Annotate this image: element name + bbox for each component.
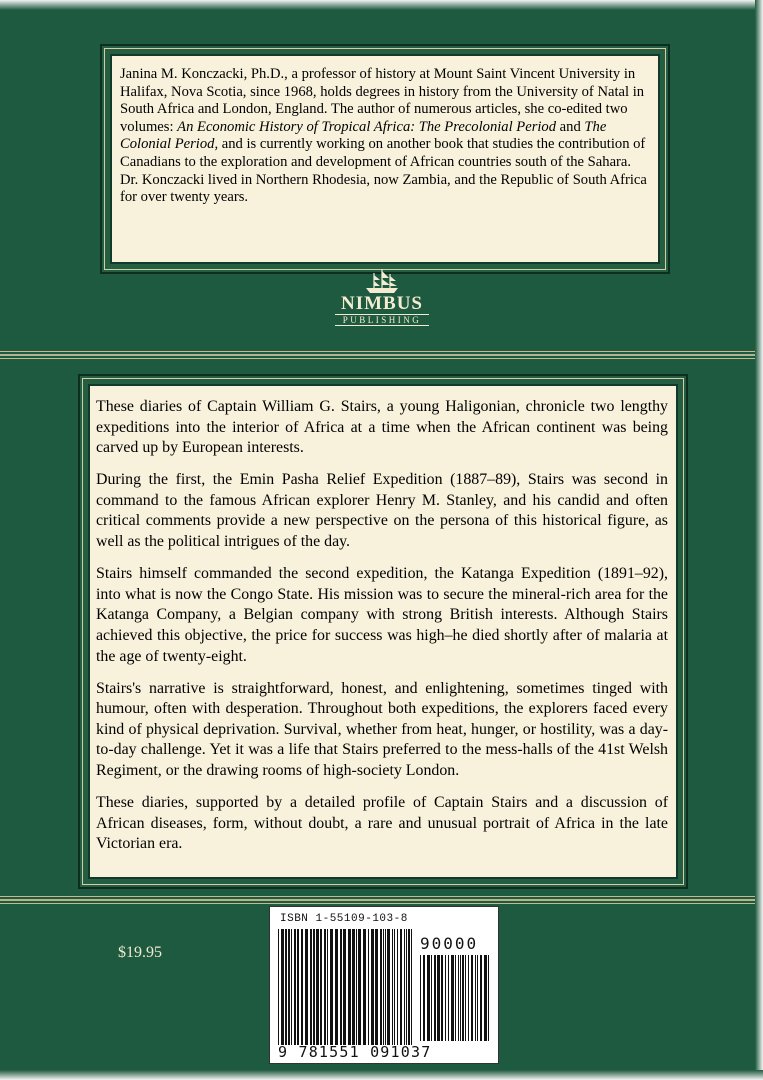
description-paragraph: Stairs himself commanded the second expedition, the Katanga Expedition (1891–92), into what is now the Congo State. His mission was to secure the mineral-rich area for the Katanga Company, a Belgian company with strong British interests. Although Stairs achieved this objective, the price for success was high–he died shortly after of malaria at the age of twenty-eight. (96, 565, 668, 665)
scan-edge-right (755, 0, 763, 1080)
barcode-bar (324, 929, 326, 1045)
barcode-bar (423, 955, 425, 1041)
barcode-bar (343, 929, 346, 1045)
barcode-bar (340, 929, 342, 1045)
barcode-bar (394, 929, 395, 1045)
barcode-bar (356, 929, 357, 1045)
barcode-bar (397, 929, 398, 1045)
ean-digits: 9 781551 091037 (278, 1043, 432, 1061)
price-code: 90000 (420, 934, 479, 953)
barcode-bar (313, 929, 315, 1045)
barcode-bar (458, 955, 459, 1041)
lower-rule-band (0, 896, 763, 904)
barcode-bar (448, 955, 449, 1041)
barcode-bar (437, 955, 440, 1041)
barcode-bar (285, 929, 287, 1045)
barcode-bar (278, 929, 279, 1045)
barcode-bar (411, 929, 412, 1045)
publisher-logo (330, 268, 434, 334)
description-paragraph: These diaries of Captain William G. Stairs, a young Haligonian, chronicle two lengthy expeditions into the interior of Africa at a time when the African continent was being carved up by European interests. (96, 398, 668, 457)
barcode-bar (406, 929, 407, 1045)
barcode-bar (358, 929, 361, 1045)
book-description (96, 397, 668, 866)
barcode-bar (383, 929, 384, 1045)
sailing-ship-icon (362, 268, 402, 294)
book-title-precolonial: An Economic History of Tropical Africa: The Precolonial Period (177, 118, 557, 135)
barcode-bar (335, 929, 338, 1045)
barcode-bar (471, 955, 473, 1041)
barcode-bar (288, 929, 290, 1045)
barcode-bar (316, 929, 319, 1045)
scan-edge-bottom (0, 1070, 763, 1080)
publisher-name: NIMBUS (340, 293, 423, 314)
isbn-barcode (269, 906, 499, 1064)
barcode-bar (392, 929, 393, 1045)
barcode-bar (294, 929, 296, 1045)
description-paragraph: These diaries, supported by a detailed profile of Captain Stairs and a discussion of African diseases, form, without doubt, a rare and unusual portrait of Africa in the late Victorian era. (96, 794, 668, 853)
scan-edge-top (0, 0, 763, 10)
upper-rule-band (0, 351, 763, 359)
barcode-bar (404, 929, 405, 1045)
author-bio-connector: and (556, 118, 585, 135)
barcode-bar (488, 955, 489, 1041)
barcode-bar (320, 929, 322, 1045)
barcode-bar (330, 929, 333, 1045)
barcode-bar (460, 955, 461, 1041)
isbn-label: ISBN 1-55109-103-8 (280, 913, 408, 925)
barcode-bar (462, 955, 464, 1041)
barcode-bar (385, 929, 386, 1045)
barcode-bar (468, 955, 469, 1041)
retail-price: $19.95 (118, 944, 162, 961)
barcode-bar (371, 929, 374, 1045)
barcode-bar (297, 929, 299, 1045)
barcode-bar (363, 929, 366, 1045)
barcode-bar (480, 955, 482, 1041)
barcode-bar (291, 929, 292, 1045)
barcode-bar (484, 955, 487, 1041)
barcode-bar (310, 929, 312, 1045)
barcode-bar (281, 929, 284, 1045)
barcode-bar (305, 929, 308, 1045)
barcode-bar (352, 929, 355, 1045)
barcode-bar (441, 955, 443, 1041)
ean-barcode-bars (278, 929, 416, 1045)
barcode-bar (387, 929, 390, 1045)
barcode-bar (408, 929, 410, 1045)
author-bio-outro: and is currently working on another book that studies the contribution of Canadians to the exploration and development of African countries south of the Sahara. Dr. Konczacki lived in Northern Rhodesia, now Zambia, and the Republic of South Africa for over twenty years. (120, 136, 647, 206)
barcode-bar (327, 929, 328, 1045)
barcode-bar (375, 929, 378, 1045)
barcode-bar (451, 955, 454, 1041)
barcode-bar (348, 929, 351, 1045)
author-bio-intro: Janina M. Konczacki, Ph.D., a professor of history at Mount Saint Vincent University in Halifax, Nova Scotia, since 1968, holds degrees in history from the University of Natal in South Africa and London, England. The author of numerous articles, she co-edited two volumes: (120, 66, 645, 135)
barcode-bar (434, 955, 436, 1041)
barcode-bar (301, 929, 303, 1045)
barcode-bar (420, 955, 421, 1041)
barcode-bar (431, 955, 432, 1041)
description-paragraph: During the first, the Emin Pasha Relief Expedition (1887–89), Stairs was second in command to the famous African explorer Henry M. Stanley, and his candid and often critical comments provide a new perspective on the persona of this historical figure, as well as the political intrigues of the day. (96, 471, 668, 551)
price-addon-bars (420, 955, 492, 1041)
description-paragraph: Stairs's narrative is straightforward, honest, and enlightening, sometimes tinged with humour, often with desperation. Throughout both expeditions, the explorers faced every kind of physical deprivation. Survival, whether from heat, hunger, or hostility, was a day-to-day challenge. Yet it was a life that Stairs preferred to the mess-halls of the 41st Welsh Regiment, or the drawing rooms of high-society London. (96, 679, 668, 779)
barcode-bar (445, 955, 446, 1041)
barcode-bar (368, 929, 369, 1045)
publisher-subtitle: PUBLISHING (335, 314, 429, 326)
barcode-bar (475, 955, 476, 1041)
barcode-bar (477, 955, 478, 1041)
barcode-bar (380, 929, 382, 1045)
barcode-bar (455, 955, 456, 1041)
author-bio-text (120, 66, 650, 254)
barcode-bar (427, 955, 430, 1041)
barcode-bar (400, 929, 402, 1045)
barcode-bar (465, 955, 466, 1041)
book-title-colonial: The Colonial Period, (120, 118, 607, 153)
